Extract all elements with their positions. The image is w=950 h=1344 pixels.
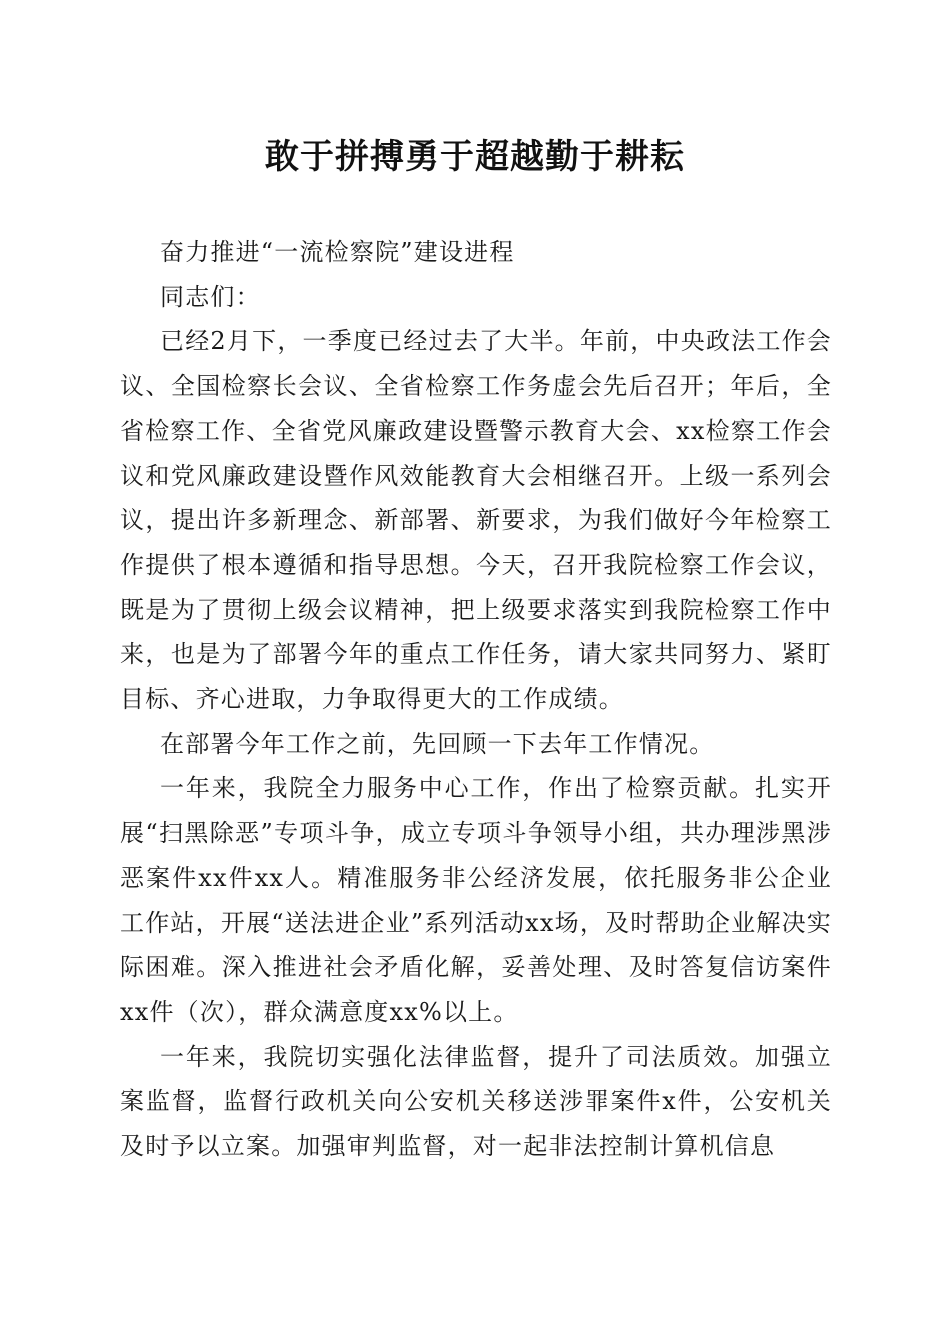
document-body — [120, 230, 832, 1169]
body-paragraph: 一年来，我院全力服务中心工作，作出了检察贡献。扎实开展“扫黑除恶”专项斗争，成立专项斗争领导小组，共办理涉黑涉恶案件xx件xx人。精准服务非公经济发展，依托服务非公企业工作站，开展“送法进企业”系列活动xx场，及时帮助企业解决实际困难。深入推进社会矛盾化解，妥善处理、及时答复信访案件xx件（次），群众满意度xx%以上。 — [120, 774, 832, 1026]
body-paragraph: 在部署今年工作之前，先回顾一下去年工作情况。 — [160, 729, 715, 758]
body-paragraph: 一年来，我院切实强化法律监督，提升了司法质效。加强立案监督，监督行政机关向公安机关移送涉罪案件x件，公安机关及时予以立案。加强审判监督，对一起非法控制计算机信息 — [120, 1042, 832, 1161]
subtitle-paragraph: 奋力推进“一流检察院”建设进程 — [160, 238, 515, 266]
document-title: 敢于拼搏勇于超越勤于耕耘 — [265, 137, 685, 177]
salutation-paragraph: 同志们： — [160, 282, 261, 311]
body-paragraph: 已经2月下，一季度已经过去了大半。年前，中央政法工作会议、全国检察长会议、全省检察工作务虚会先后召开；年后，全省检察工作、全省党风廉政建设暨警示教育大会、xx检察工作会议和党风廉政建设暨作风效能教育大会相继召开。上级一系列会议，提出许多新理念、新部署、新要求，为我们做好今年检察工作提供了根本遵循和指导思想。今天，召开我院检察工作会议，既是为了贯彻上级会议精神，把上级要求落实到我院检察工作中来，也是为了部署今年的重点工作任务，请大家共同努力、紧盯目标、齐心进取，力争取得更大的工作成绩。 — [120, 327, 832, 714]
